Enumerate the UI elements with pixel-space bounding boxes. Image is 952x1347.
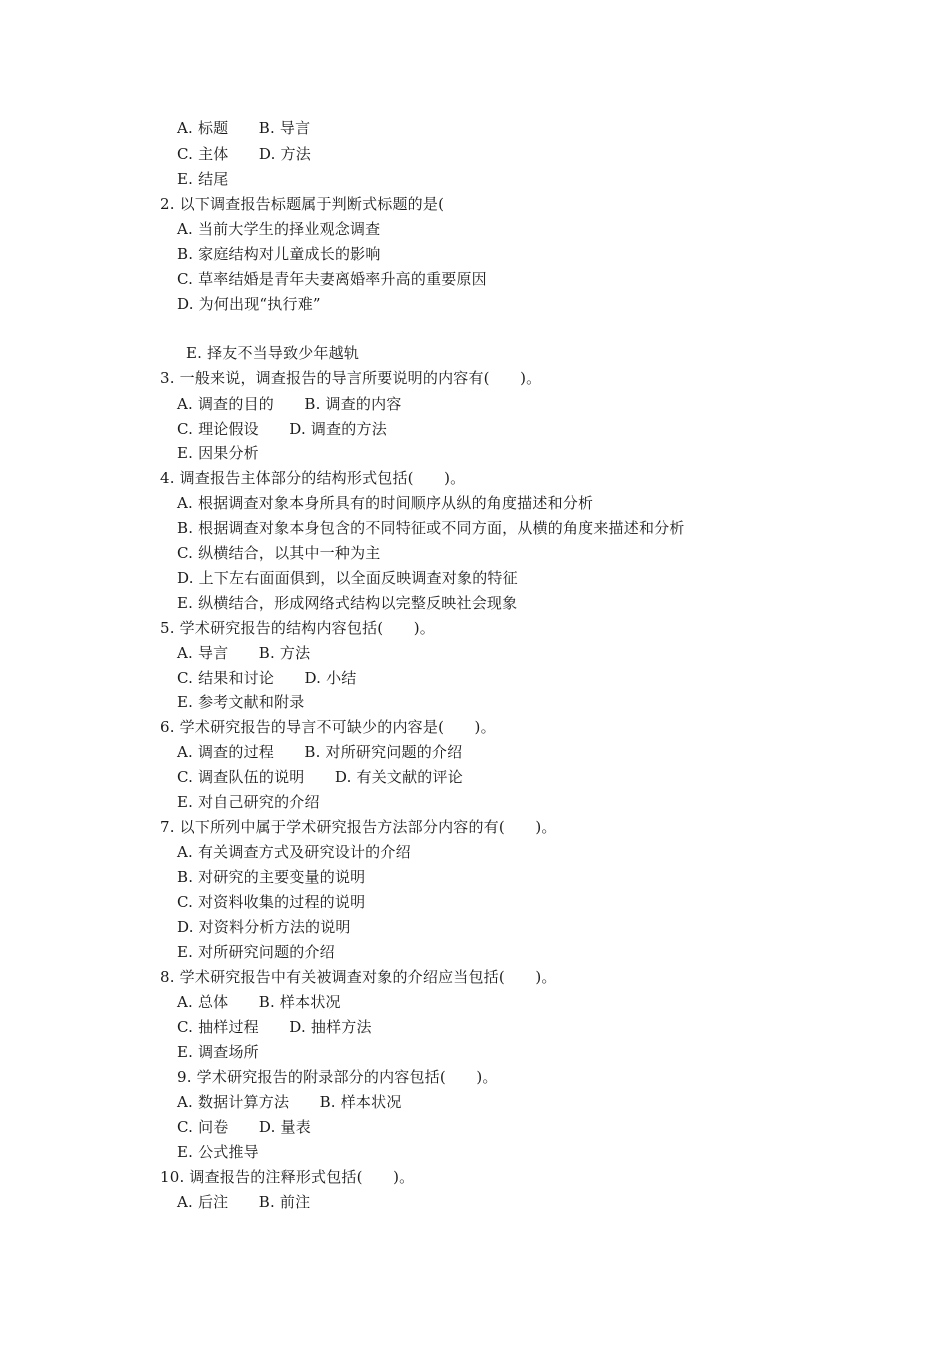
question-3: 3. 一般来说，调查报告的导言所要说明的内容有( )。: [160, 369, 542, 387]
q6-options-ab: A. 调查的过程 B. 对所研究问题的介绍: [177, 743, 463, 761]
question-10: 10. 调查报告的注释形式包括( )。: [160, 1168, 415, 1186]
q1-options-ab: A. 标题 B. 导言: [177, 119, 311, 137]
q1-option-e: E. 结尾: [177, 170, 229, 188]
q2-option-a: A. 当前大学生的择业观念调查: [177, 220, 381, 238]
question-6: 6. 学术研究报告的导言不可缺少的内容是( )。: [160, 718, 496, 736]
q4-option-c: C. 纵横结合，以其中一种为主: [177, 544, 381, 562]
q7-option-b: B. 对研究的主要变量的说明: [177, 868, 366, 886]
question-2: 2. 以下调查报告标题属于判断式标题的是(: [160, 195, 445, 213]
q2-option-d: D. 为何出现“执行难”: [177, 295, 321, 313]
q4-option-b: B. 根据调查对象本身包含的不同特征或不同方面，从横的角度来描述和分析: [177, 519, 685, 537]
q8-options-ab: A. 总体 B. 样本状况: [177, 993, 341, 1011]
q4-option-a: A. 根据调查对象本身所具有的时间顺序从纵的角度描述和分析: [177, 494, 594, 512]
q6-options-cd: C. 调查队伍的说明 D. 有关文献的评论: [177, 768, 463, 786]
q3-options-cd: C. 理论假设 D. 调查的方法: [177, 420, 387, 438]
q2-option-b: B. 家庭结构对儿童成长的影响: [177, 245, 381, 263]
q7-option-a: A. 有关调查方式及研究设计的介绍: [177, 843, 411, 861]
q4-option-e: E. 纵横结合，形成网络式结构以完整反映社会现象: [177, 594, 518, 612]
question-8: 8. 学术研究报告中有关被调查对象的介绍应当包括( )。: [160, 968, 557, 986]
q9-options-cd: C. 问卷 D. 量表: [177, 1118, 311, 1136]
q1-options-cd: C. 主体 D. 方法: [177, 145, 311, 163]
q3-option-e: E. 因果分析: [177, 444, 259, 462]
q10-options-ab: A. 后注 B. 前注: [177, 1193, 311, 1211]
question-5: 5. 学术研究报告的结构内容包括( )。: [160, 619, 435, 637]
q7-option-e: E. 对所研究问题的介绍: [177, 943, 335, 961]
question-4: 4. 调查报告主体部分的结构形式包括( )。: [160, 469, 466, 487]
q5-options-ab: A. 导言 B. 方法: [177, 644, 311, 662]
q4-option-d: D. 上下左右面面俱到，以全面反映调查对象的特征: [177, 569, 518, 587]
q2-option-c: C. 草率结婚是青年夫妻离婚率升高的重要原因: [177, 270, 487, 288]
q5-options-cd: C. 结果和讨论 D. 小结: [177, 669, 357, 687]
question-7: 7. 以下所列中属于学术研究报告方法部分内容的有( )。: [160, 818, 557, 836]
q9-options-ab: A. 数据计算方法 B. 样本状况: [177, 1093, 402, 1111]
question-9: 9. 学术研究报告的附录部分的内容包括( )。: [177, 1068, 498, 1086]
q8-option-e: E. 调查场所: [177, 1043, 259, 1061]
q9-option-e: E. 公式推导: [177, 1143, 259, 1161]
q5-option-e: E. 参考文献和附录: [177, 693, 305, 711]
q3-options-ab: A. 调查的目的 B. 调查的内容: [177, 395, 402, 413]
q2-option-e: E. 择友不当导致少年越轨: [186, 344, 360, 362]
q7-option-d: D. 对资料分析方法的说明: [177, 918, 351, 936]
q8-options-cd: C. 抽样过程 D. 抽样方法: [177, 1018, 372, 1036]
q6-option-e: E. 对自己研究的介绍: [177, 793, 320, 811]
q7-option-c: C. 对资料收集的过程的说明: [177, 893, 366, 911]
